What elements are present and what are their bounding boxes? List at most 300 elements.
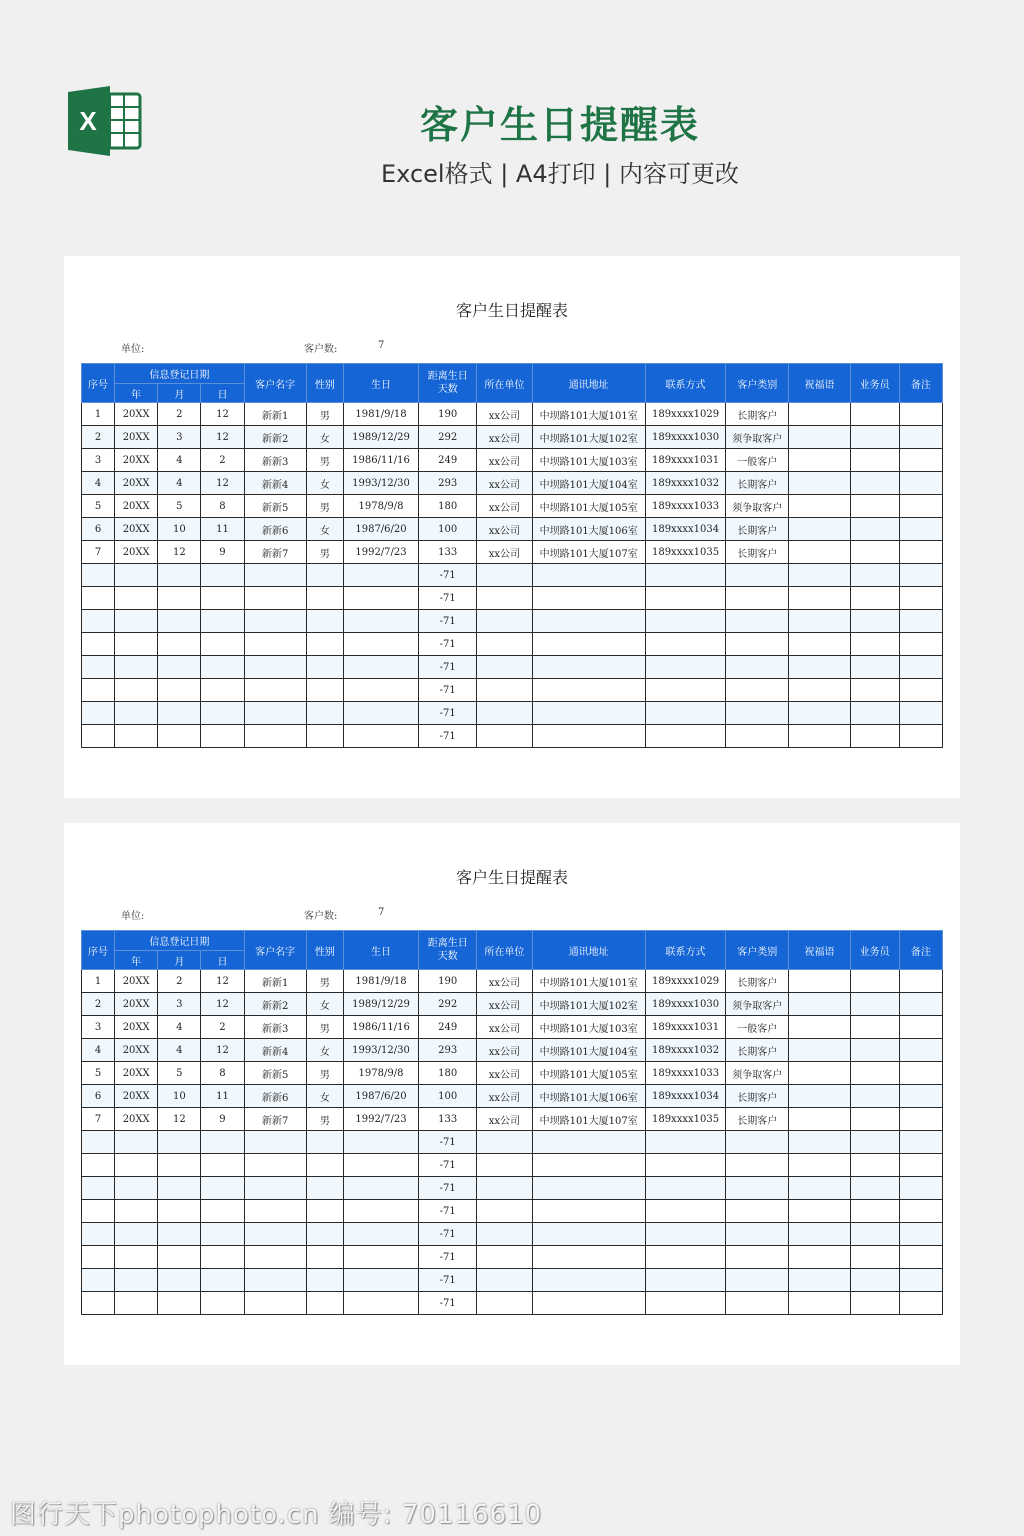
cell-company [477,679,532,702]
cell-category [726,679,789,702]
cell-name: 新新7 [244,1108,306,1131]
cell-category [726,1269,789,1292]
cell-salesperson [850,587,899,610]
cell-category [726,702,789,725]
cell-name: 新新5 [244,1062,306,1085]
cell-days-left: 190 [419,970,477,993]
cell-company [477,1200,532,1223]
cell-address [532,610,645,633]
cell-company [477,587,532,610]
cell-reg-month [158,725,201,748]
cell-remark [899,1200,942,1223]
cell-company [477,610,532,633]
cell-company: xx公司 [477,1108,532,1131]
cell-contact [645,1223,725,1246]
cell-address [532,1154,645,1177]
cell-category [726,1223,789,1246]
cell-gender: 女 [306,1085,343,1108]
cell-salesperson [850,541,899,564]
cell-days-left: 100 [419,518,477,541]
cell-days-left: -71 [419,1292,477,1315]
cell-address [532,1246,645,1269]
cell-reg-year: 20XX [115,1039,158,1062]
header-birthday: 生日 [343,364,418,403]
excel-icon [66,86,142,156]
sheet-title: 客户生日提醒表 [455,301,568,320]
header-contact: 联系方式 [645,364,725,403]
cell-remark [899,1108,942,1131]
cell-gender [306,1154,343,1177]
cell-reg-month [158,702,201,725]
cell-days-left: 180 [419,1062,477,1085]
cell-contact: 189xxxx1031 [645,1016,725,1039]
cell-company: xx公司 [477,403,532,426]
table-row [82,656,943,679]
cell-reg-month: 10 [158,518,201,541]
cell-seq [82,610,115,633]
header-gender: 性别 [306,364,343,403]
cell-birthday [343,679,418,702]
cell-contact: 189xxxx1029 [645,970,725,993]
cell-category: 长期客户 [726,1108,789,1131]
cell-remark [899,449,942,472]
cell-company [477,1223,532,1246]
header-reg-date: 信息登记日期 [115,364,244,384]
cell-address [532,725,645,748]
cell-category [726,564,789,587]
cell-birthday [343,656,418,679]
table-row [82,1062,943,1085]
cell-contact [645,564,725,587]
cell-birthday [343,610,418,633]
cell-seq: 3 [82,1016,115,1039]
cell-reg-day: 11 [201,1085,244,1108]
table-row [82,541,943,564]
cell-salesperson [850,1039,899,1062]
cell-contact [645,1177,725,1200]
cell-gender [306,587,343,610]
cell-salesperson [850,610,899,633]
cell-birthday [343,1177,418,1200]
cell-reg-year: 20XX [115,1085,158,1108]
svg-text:X: X [79,106,97,136]
cell-gender: 女 [306,518,343,541]
page-title: 客户生日提醒表 [419,103,700,147]
cell-reg-month [158,1154,201,1177]
header-category: 客户类别 [726,931,789,970]
cell-reg-year [115,679,158,702]
table-row [82,610,943,633]
cell-salesperson [850,656,899,679]
cell-address: 中坝路101大厦102室 [532,993,645,1016]
cell-name: 新新5 [244,495,306,518]
cell-contact: 189xxxx1032 [645,1039,725,1062]
cell-salesperson [850,449,899,472]
cell-name [244,1154,306,1177]
cell-gender [306,564,343,587]
cell-remark [899,541,942,564]
cell-gender [306,1200,343,1223]
cell-remark [899,679,942,702]
cell-greeting [789,679,850,702]
cell-birthday [343,1292,418,1315]
cell-greeting [789,1062,850,1085]
cell-category: 须争取客户 [726,495,789,518]
cell-gender: 男 [306,541,343,564]
cell-remark [899,610,942,633]
cell-gender: 男 [306,403,343,426]
cell-contact: 189xxxx1034 [645,518,725,541]
cell-gender [306,1223,343,1246]
cell-name [244,656,306,679]
sheet-preview-2 [64,823,960,1365]
cell-birthday: 1989/12/29 [343,993,418,1016]
cell-gender: 男 [306,449,343,472]
cell-remark [899,1292,942,1315]
cell-salesperson [850,1292,899,1315]
cell-days-left: 292 [419,426,477,449]
cell-seq [82,702,115,725]
cell-company [477,633,532,656]
cell-contact: 189xxxx1030 [645,993,725,1016]
cell-days-left: -71 [419,1223,477,1246]
header-salesperson: 业务员 [850,364,899,403]
cell-company: xx公司 [477,541,532,564]
cell-greeting [789,1016,850,1039]
cell-remark [899,1062,942,1085]
cell-name: 新新4 [244,1039,306,1062]
cell-birthday [343,702,418,725]
cell-reg-day: 8 [201,495,244,518]
cell-category [726,1292,789,1315]
page-subtitle: Excel格式 | A4打印 | 内容可更改 [381,160,739,188]
cell-salesperson [850,725,899,748]
cell-gender: 男 [306,970,343,993]
cell-address: 中坝路101大厦101室 [532,403,645,426]
cell-days-left: -71 [419,1269,477,1292]
cell-name [244,633,306,656]
header-company: 所在单位 [477,364,532,403]
table-row [82,1108,943,1131]
cell-reg-day [201,1131,244,1154]
cell-birthday: 1978/9/8 [343,1062,418,1085]
cell-seq: 4 [82,472,115,495]
cell-reg-day [201,587,244,610]
cell-reg-year [115,1177,158,1200]
cell-contact: 189xxxx1033 [645,495,725,518]
birthday-table [81,363,943,748]
cell-salesperson [850,564,899,587]
cell-seq [82,564,115,587]
cell-reg-day: 11 [201,518,244,541]
cell-birthday: 1978/9/8 [343,495,418,518]
cell-salesperson [850,1246,899,1269]
cell-category: 长期客户 [726,403,789,426]
cell-days-left: 249 [419,449,477,472]
cell-address: 中坝路101大厦102室 [532,426,645,449]
cell-reg-day: 9 [201,1108,244,1131]
table-row [82,1039,943,1062]
cell-remark [899,472,942,495]
cell-contact: 189xxxx1034 [645,1085,725,1108]
cell-company [477,1269,532,1292]
cell-contact [645,1292,725,1315]
cell-gender: 男 [306,1108,343,1131]
cell-name [244,1246,306,1269]
cell-reg-day: 12 [201,403,244,426]
cell-birthday [343,1269,418,1292]
cell-birthday: 1986/11/16 [343,1016,418,1039]
header-seq: 序号 [82,931,115,970]
table-row [82,1085,943,1108]
cell-days-left: -71 [419,1200,477,1223]
table-row [82,633,943,656]
cell-reg-year: 20XX [115,426,158,449]
cell-address: 中坝路101大厦104室 [532,472,645,495]
cell-salesperson [850,1154,899,1177]
cell-category: 长期客户 [726,541,789,564]
cell-reg-year: 20XX [115,403,158,426]
cell-salesperson [850,679,899,702]
cell-seq: 4 [82,1039,115,1062]
customer-count-label: 客户数: [304,344,338,355]
cell-reg-month: 12 [158,1108,201,1131]
cell-category: 须争取客户 [726,993,789,1016]
cell-address [532,633,645,656]
cell-category: 长期客户 [726,1085,789,1108]
header-month: 月 [158,384,201,403]
cell-salesperson [850,472,899,495]
cell-salesperson [850,1062,899,1085]
header-address: 通讯地址 [532,364,645,403]
cell-seq [82,725,115,748]
cell-reg-month [158,1269,201,1292]
cell-remark [899,495,942,518]
cell-greeting [789,993,850,1016]
cell-address: 中坝路101大厦106室 [532,1085,645,1108]
cell-greeting [789,725,850,748]
cell-reg-year: 20XX [115,518,158,541]
cell-seq: 1 [82,970,115,993]
cell-name [244,587,306,610]
cell-gender: 女 [306,426,343,449]
cell-greeting [789,472,850,495]
table-row [82,495,943,518]
cell-seq: 2 [82,993,115,1016]
cell-days-left: -71 [419,679,477,702]
cell-company: xx公司 [477,449,532,472]
cell-category: 长期客户 [726,1039,789,1062]
cell-remark [899,702,942,725]
cell-reg-day: 12 [201,426,244,449]
cell-reg-year [115,587,158,610]
cell-remark [899,970,942,993]
cell-name [244,1200,306,1223]
cell-contact: 189xxxx1035 [645,1108,725,1131]
header-gender: 性别 [306,931,343,970]
cell-contact [645,1200,725,1223]
cell-birthday [343,1246,418,1269]
cell-name: 新新1 [244,403,306,426]
cell-reg-year [115,656,158,679]
cell-reg-year [115,1269,158,1292]
cell-reg-month [158,610,201,633]
cell-birthday: 1987/6/20 [343,1085,418,1108]
cell-reg-year: 20XX [115,970,158,993]
cell-reg-year [115,1246,158,1269]
cell-name [244,702,306,725]
cell-contact [645,633,725,656]
cell-reg-day [201,1200,244,1223]
cell-address [532,1223,645,1246]
table-body [82,970,943,1315]
cell-reg-month [158,564,201,587]
table-body [82,403,943,748]
cell-name: 新新6 [244,1085,306,1108]
cell-remark [899,1223,942,1246]
cell-contact [645,587,725,610]
cell-salesperson [850,495,899,518]
table-row [82,1016,943,1039]
header-birthday: 生日 [343,931,418,970]
cell-greeting [789,449,850,472]
cell-address [532,1131,645,1154]
cell-days-left: -71 [419,1177,477,1200]
cell-remark [899,403,942,426]
cell-name [244,1223,306,1246]
header-greeting: 祝福语 [789,364,850,403]
cell-category: 长期客户 [726,518,789,541]
cell-seq: 6 [82,518,115,541]
cell-address: 中坝路101大厦106室 [532,518,645,541]
cell-company: xx公司 [477,1085,532,1108]
cell-greeting [789,1269,850,1292]
cell-address: 中坝路101大厦103室 [532,449,645,472]
cell-reg-month: 4 [158,449,201,472]
table-row [82,1246,943,1269]
header-name: 客户名字 [244,931,306,970]
cell-contact: 189xxxx1033 [645,1062,725,1085]
cell-category [726,656,789,679]
cell-reg-day: 12 [201,1039,244,1062]
cell-birthday: 1992/7/23 [343,1108,418,1131]
table-row [82,1269,943,1292]
cell-greeting [789,656,850,679]
header-greeting: 祝福语 [789,931,850,970]
cell-greeting [789,1177,850,1200]
cell-reg-day [201,1292,244,1315]
cell-address: 中坝路101大厦107室 [532,541,645,564]
cell-reg-day: 12 [201,993,244,1016]
cell-remark [899,564,942,587]
cell-company [477,564,532,587]
cell-seq: 7 [82,541,115,564]
table-row [82,702,943,725]
cell-reg-day [201,679,244,702]
cell-gender: 女 [306,1039,343,1062]
cell-birthday [343,1200,418,1223]
cell-company [477,1292,532,1315]
cell-contact [645,1154,725,1177]
cell-reg-month [158,1223,201,1246]
cell-salesperson [850,1131,899,1154]
header-days-left: 距离生日天数 [419,931,477,970]
cell-salesperson [850,1177,899,1200]
cell-salesperson [850,1016,899,1039]
cell-greeting [789,610,850,633]
cell-reg-day [201,1269,244,1292]
cell-reg-day [201,1154,244,1177]
cell-reg-month [158,1200,201,1223]
cell-days-left: 180 [419,495,477,518]
cell-address [532,1200,645,1223]
cell-company [477,656,532,679]
cell-seq: 2 [82,426,115,449]
cell-reg-month: 4 [158,1039,201,1062]
cell-company: xx公司 [477,1062,532,1085]
unit-label: 单位: [121,911,145,922]
table-row [82,679,943,702]
cell-reg-year [115,1154,158,1177]
header-category: 客户类别 [726,364,789,403]
cell-gender [306,1131,343,1154]
cell-days-left: 292 [419,993,477,1016]
cell-address [532,702,645,725]
header-year: 年 [115,951,158,970]
cell-reg-day: 9 [201,541,244,564]
cell-category [726,1154,789,1177]
cell-birthday: 1993/12/30 [343,472,418,495]
cell-remark [899,1085,942,1108]
cell-remark [899,426,942,449]
cell-remark [899,656,942,679]
cell-name: 新新3 [244,1016,306,1039]
cell-seq [82,1246,115,1269]
table-row [82,587,943,610]
table-row [82,518,943,541]
cell-greeting [789,426,850,449]
cell-reg-year: 20XX [115,541,158,564]
table-row [82,725,943,748]
table-row [82,1154,943,1177]
cell-reg-year [115,564,158,587]
cell-category: 须争取客户 [726,1062,789,1085]
cell-days-left: -71 [419,725,477,748]
cell-greeting [789,1200,850,1223]
cell-gender [306,1292,343,1315]
cell-days-left: -71 [419,610,477,633]
cell-address [532,1292,645,1315]
cell-reg-year: 20XX [115,993,158,1016]
cell-reg-day [201,1177,244,1200]
cell-remark [899,1016,942,1039]
cell-category [726,587,789,610]
sheet-preview-1 [64,256,960,798]
cell-reg-month [158,1131,201,1154]
customer-count-value: 7 [378,340,385,351]
cell-name [244,1131,306,1154]
cell-greeting [789,1154,850,1177]
cell-greeting [789,587,850,610]
cell-salesperson [850,970,899,993]
cell-reg-month: 5 [158,495,201,518]
cell-remark [899,1154,942,1177]
cell-reg-day [201,656,244,679]
cell-gender [306,1177,343,1200]
cell-category: 长期客户 [726,472,789,495]
cell-address: 中坝路101大厦101室 [532,970,645,993]
cell-reg-year: 20XX [115,1062,158,1085]
